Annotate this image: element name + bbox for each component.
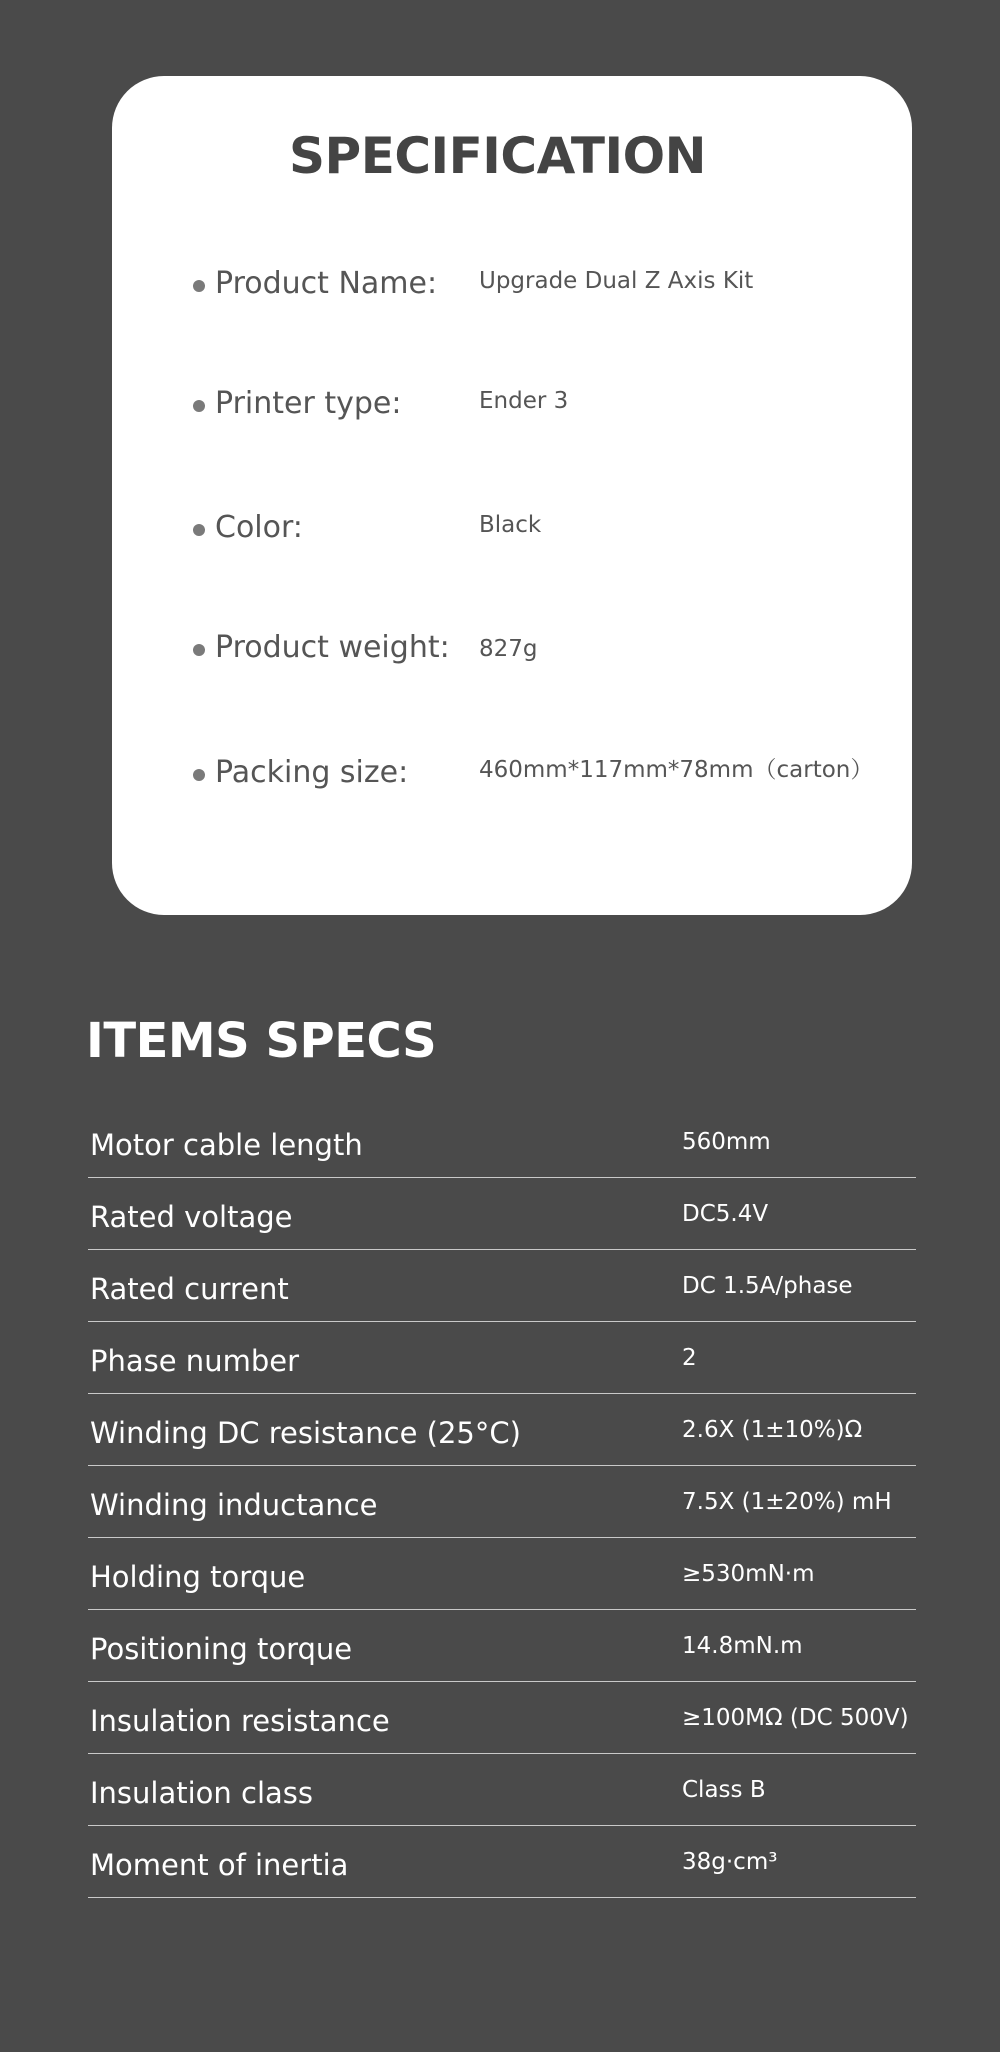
bullet-icon: [193, 524, 205, 536]
row-label: Winding inductance: [90, 1488, 378, 1522]
spec-label: Color:: [215, 510, 303, 545]
table-row: [88, 1682, 916, 1754]
row-label: Winding DC resistance (25°C): [90, 1416, 521, 1450]
table-row: [88, 1826, 916, 1898]
row-value: 2.6X (1±10%)Ω: [682, 1417, 863, 1443]
spec-value: 460mm*117mm*78mm（carton）: [479, 757, 874, 783]
row-value: 2: [682, 1345, 697, 1371]
items-specs-title: ITEMS SPECS: [86, 1013, 437, 1069]
spec-label: Product weight:: [215, 630, 450, 665]
row-label: Moment of inertia: [90, 1848, 349, 1882]
row-label: Rated current: [90, 1272, 289, 1306]
row-label: Insulation class: [90, 1776, 314, 1810]
items-specs-table: [88, 1106, 916, 1898]
bullet-icon: [193, 280, 205, 292]
row-label: Insulation resistance: [90, 1704, 390, 1738]
spec-value: Ender 3: [479, 388, 569, 414]
spec-row-color: [0, 503, 1000, 553]
spec-row-product-weight: [0, 623, 1000, 673]
table-row: [88, 1610, 916, 1682]
table-row: [88, 1178, 916, 1250]
spec-value: Upgrade Dual Z Axis Kit: [479, 268, 754, 294]
spec-row-packing-size: [0, 748, 1000, 798]
row-value: DC5.4V: [682, 1201, 769, 1227]
table-row: [88, 1466, 916, 1538]
spec-label: Product Name:: [215, 266, 438, 301]
bullet-icon: [193, 400, 205, 412]
table-row: [88, 1106, 916, 1178]
row-value: ≥530mN·m: [682, 1561, 815, 1587]
row-value: DC 1.5A/phase: [682, 1273, 853, 1299]
table-row: [88, 1754, 916, 1826]
row-value: 7.5X (1±20%) mH: [682, 1489, 892, 1515]
spec-label: Printer type:: [215, 386, 402, 421]
row-label: Holding torque: [90, 1560, 306, 1594]
table-row: [88, 1250, 916, 1322]
spec-value: Black: [479, 512, 542, 538]
row-label: Motor cable length: [90, 1128, 363, 1162]
table-row: [88, 1322, 916, 1394]
row-label: Positioning torque: [90, 1632, 353, 1666]
specification-title: SPECIFICATION: [289, 127, 706, 185]
spec-label: Packing size:: [215, 755, 409, 790]
row-value: Class B: [682, 1777, 766, 1803]
table-row: [88, 1394, 916, 1466]
table-row: [88, 1538, 916, 1610]
spec-value: 827g: [479, 636, 538, 662]
row-label: Rated voltage: [90, 1200, 293, 1234]
row-value: ≥100MΩ (DC 500V): [682, 1705, 909, 1731]
spec-row-product-name: [0, 259, 1000, 309]
bullet-icon: [193, 769, 205, 781]
row-value: 38g·cm³: [682, 1849, 778, 1875]
row-value: 14.8mN.m: [682, 1633, 803, 1659]
spec-row-printer-type: [0, 379, 1000, 429]
row-value: 560mm: [682, 1129, 771, 1155]
row-label: Phase number: [90, 1344, 299, 1378]
bullet-icon: [193, 644, 205, 656]
